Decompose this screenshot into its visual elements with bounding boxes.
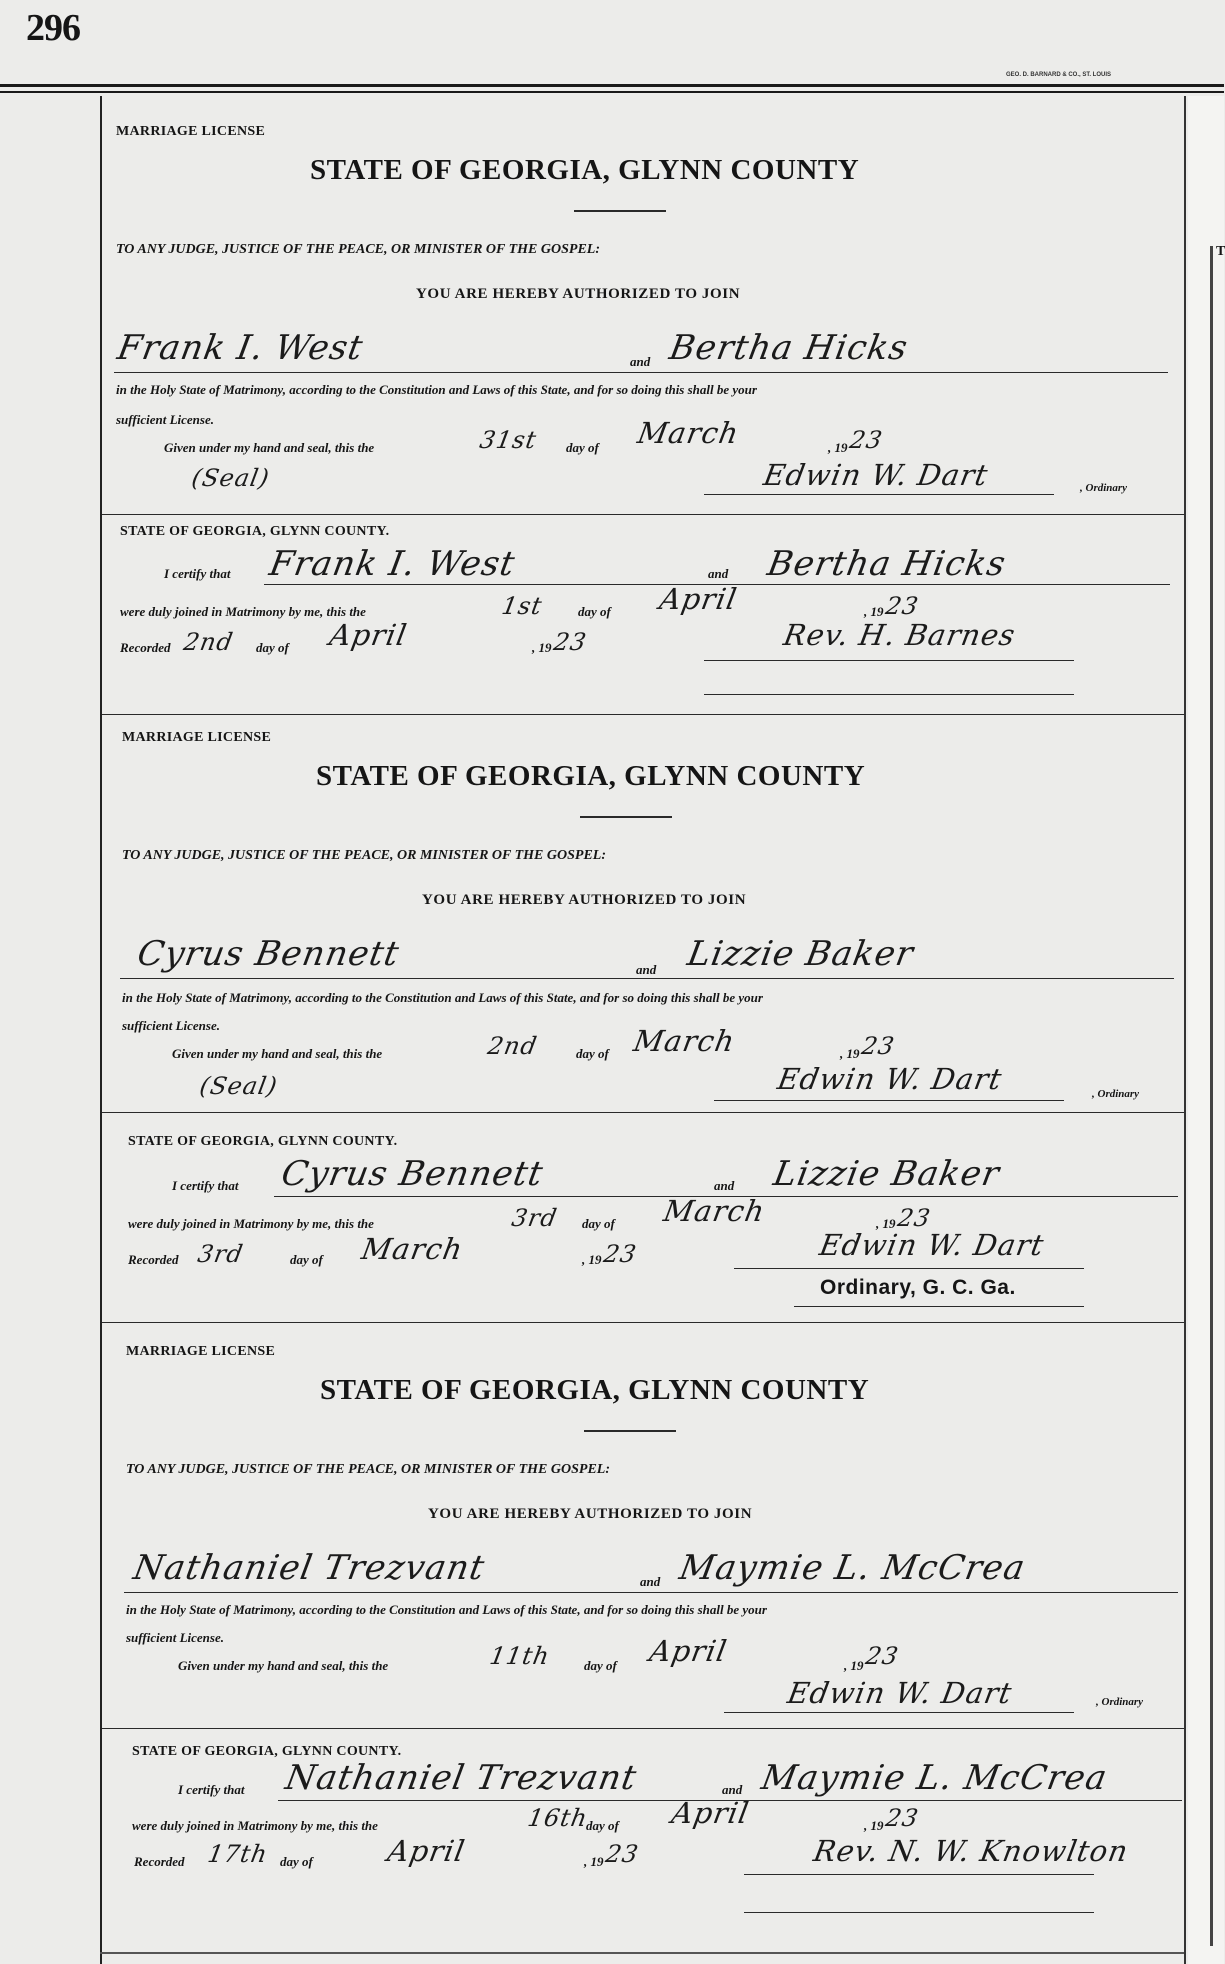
marriage-entry: MARRIAGE LICENSE STATE OF GEORGIA, GLYNN COUNTY TO ANY JUDGE, JUSTICE OF THE PEACE, OR MINISTER OF THE GOSPEL: YOU ARE HEREBY AUTHORIZED TO JOIN Nathaniel Trezvant and Maymie L. McCrea in the Holy State of Matrimony, according to the Constitution and Laws of this State, and for so doing this shall be your sufficient License. Given under my hand and seal, this the 11th day of April , 19 23 Edwin W. Dart , Ordinary STATE OF GEORGIA, GLYNN COUNTY. I certify that Nathaniel Trezvant and Maymie L. McCrea were duly joined in Matrimony by me, this the 16th day of April , 19 23 Recorded 17th day of April , 19 23 Rev. N. W. Knowlton	[104, 1340, 1184, 1950]
names-line	[120, 978, 1174, 979]
recorded-year: 23	[601, 1240, 640, 1268]
recorded-label: Recorded	[120, 640, 171, 655]
officiant-signature: Rev. N. W. Knowlton	[811, 1834, 1132, 1868]
certificate-heading: STATE OF GEORGIA, GLYNN COUNTY.	[120, 524, 390, 539]
certificate-bride: Bertha Hicks	[764, 544, 1010, 584]
duly-joined-text: were duly joined in Matrimony by me, this the	[132, 1818, 378, 1833]
married-month: April	[669, 1796, 752, 1830]
names-line	[114, 372, 1168, 373]
holy-state-text: in the Holy State of Matrimony, according to the Constitution and Laws of this State, and for so doing this shall be your	[122, 990, 763, 1005]
license-title: MARRIAGE LICENSE	[126, 1344, 276, 1359]
signature-line	[704, 494, 1054, 495]
certify-label: I certify that	[178, 1782, 245, 1797]
ordinary-signature: Edwin W. Dart	[785, 1676, 1015, 1710]
authorization-line: YOU ARE HEREBY AUTHORIZED TO JOIN	[428, 1506, 753, 1522]
holy-state-text: in the Holy State of Matrimony, according to the Constitution and Laws of this State, and for so doing this shall be your	[126, 1602, 767, 1617]
recorded-month: April	[327, 618, 410, 652]
certificate-heading: STATE OF GEORGIA, GLYNN COUNTY.	[128, 1134, 398, 1149]
officiant-line	[744, 1874, 1094, 1875]
license-month: April	[647, 1634, 730, 1668]
officiant-signature: Edwin W. Dart	[817, 1228, 1047, 1262]
license-year: 23	[863, 1642, 902, 1670]
certify-label: I certify that	[172, 1178, 239, 1193]
bride-name: Maymie L. McCrea	[676, 1548, 1029, 1588]
married-month: April	[657, 582, 740, 616]
certificate-groom: Cyrus Bennett	[278, 1154, 547, 1194]
holy-state-text: in the Holy State of Matrimony, according to the Constitution and Laws of this State, and for so doing this shall be your	[116, 382, 757, 397]
recorded-month: March	[359, 1232, 466, 1266]
adjacent-page-edge: T	[1188, 96, 1224, 1964]
top-rule-secondary	[0, 91, 1224, 93]
certificate-groom: Nathaniel Trezvant	[282, 1758, 640, 1798]
given-under-text: Given under my hand and seal, this the	[172, 1046, 383, 1061]
ordinary-label: , Ordinary	[1080, 482, 1128, 494]
and-label: and	[630, 354, 651, 369]
married-day: 3rd	[509, 1204, 560, 1232]
sufficient-text: sufficient License.	[126, 1630, 224, 1645]
certificate-heading: STATE OF GEORGIA, GLYNN COUNTY.	[132, 1744, 402, 1759]
address-line: TO ANY JUDGE, JUSTICE OF THE PEACE, OR MINISTER OF THE GOSPEL:	[126, 1462, 610, 1477]
sufficient-text: sufficient License.	[122, 1018, 220, 1033]
recorded-year: 23	[551, 628, 590, 656]
and-label: and	[636, 962, 657, 977]
given-under-text: Given under my hand and seal, this the	[178, 1658, 389, 1673]
recorded-label: Recorded	[134, 1854, 185, 1869]
recorded-label: Recorded	[128, 1252, 179, 1267]
recorded-year: 23	[603, 1840, 642, 1868]
ordinary-stamp: Ordinary, G. C. Ga.	[820, 1276, 1016, 1299]
license-title: MARRIAGE LICENSE	[116, 124, 266, 139]
publisher-imprint: GEO. D. BARNARD & CO., ST. LOUIS	[1006, 72, 1112, 78]
heading-rule	[574, 210, 666, 212]
marriage-entry: MARRIAGE LICENSE STATE OF GEORGIA, GLYNN COUNTY TO ANY JUDGE, JUSTICE OF THE PEACE, OR MINISTER OF THE GOSPEL: YOU ARE HEREBY AUTHORIZED TO JOIN Cyrus Bennett and Lizzie Baker in the Holy State of Matrimony, according to the Constitution and Laws of this State, and for so doing this shall be your sufficient License. Given under my hand and seal, this the 2nd day of March , 19 23 (Seal) Edwin W. Dart , Ordinary STATE OF GEORGIA, GLYNN COUNTY. I certify that Cyrus Bennett and Lizzie Baker were duly joined in Matrimony by me, this the 3rd day of March , 19 23 Recorded 3rd day of March , 19 23 Edwin W. Dart Ordinary, G. C. Ga.	[104, 728, 1184, 1338]
section-divider	[102, 514, 1184, 515]
top-rule	[0, 84, 1224, 87]
certify-label: I certify that	[164, 566, 231, 581]
license-title: MARRIAGE LICENSE	[122, 730, 272, 745]
married-year: 23	[883, 1804, 922, 1832]
right-margin-rule	[1184, 96, 1186, 1964]
and-label: and	[640, 1574, 661, 1589]
certificate-bride: Maymie L. McCrea	[758, 1758, 1111, 1798]
officiant-line	[734, 1268, 1084, 1269]
entry-divider	[102, 1322, 1184, 1323]
license-day: 31st	[477, 426, 539, 454]
duly-joined-text: were duly joined in Matrimony by me, this the	[120, 604, 366, 619]
given-under-text: Given under my hand and seal, this the	[164, 440, 375, 455]
signature-line	[714, 1100, 1064, 1101]
license-month: March	[631, 1024, 738, 1058]
married-month: March	[661, 1194, 768, 1228]
license-day: 11th	[487, 1642, 553, 1670]
groom-name: Nathaniel Trezvant	[130, 1548, 488, 1588]
ordinary-signature: Edwin W. Dart	[775, 1062, 1005, 1096]
ordinary-label: , Ordinary	[1096, 1696, 1144, 1708]
left-margin-rule	[100, 96, 102, 1964]
day-of-label: day of	[566, 440, 599, 455]
license-month: March	[635, 416, 742, 450]
groom-name: Frank I. West	[114, 328, 367, 368]
officiant-line	[704, 660, 1074, 661]
ordinary-label: , Ordinary	[1092, 1088, 1140, 1100]
recorded-day: 3rd	[195, 1240, 246, 1268]
groom-name: Cyrus Bennett	[134, 934, 403, 974]
license-year: 23	[847, 426, 886, 454]
bottom-rule	[100, 1952, 1184, 1954]
married-year: 23	[895, 1204, 934, 1232]
license-year: 23	[859, 1032, 898, 1060]
section-divider	[102, 1112, 1184, 1113]
certificate-groom: Frank I. West	[266, 544, 519, 584]
marriage-entry: MARRIAGE LICENSE STATE OF GEORGIA, GLYNN COUNTY TO ANY JUDGE, JUSTICE OF THE PEACE, OR MINISTER OF THE GOSPEL: YOU ARE HEREBY AUTHORIZED TO JOIN Frank I. West and Bertha Hicks in the Holy State of Matrimony, according to the Constitution and Laws of this State, and for so doing this shall be your sufficient License. Given under my hand and seal, this the 31st day of March , 19 23 (Seal) Edwin W. Dart , Ordinary STATE OF GEORGIA, GLYNN COUNTY. I certify that Frank I. West and Bertha Hicks were duly joined in Matrimony by me, this the 1st day of April , 19 23 Recorded 2nd day of April , 19 23 Rev. H. Barnes	[104, 120, 1184, 730]
license-heading: STATE OF GEORGIA, GLYNN COUNTY	[320, 1374, 870, 1406]
officiant-line-2	[704, 694, 1074, 695]
seal-mark: (Seal)	[189, 464, 272, 492]
license-day: 2nd	[485, 1032, 540, 1060]
heading-rule	[584, 1430, 676, 1432]
ordinary-signature: Edwin W. Dart	[761, 458, 991, 492]
sufficient-text: sufficient License.	[116, 412, 214, 427]
authorization-line: YOU ARE HEREBY AUTHORIZED TO JOIN	[422, 892, 747, 908]
bride-name: Lizzie Baker	[684, 934, 917, 974]
names-line	[124, 1592, 1178, 1593]
authorization-line: YOU ARE HEREBY AUTHORIZED TO JOIN	[416, 286, 741, 302]
address-line: TO ANY JUDGE, JUSTICE OF THE PEACE, OR MINISTER OF THE GOSPEL:	[116, 242, 600, 257]
married-year: 23	[883, 592, 922, 620]
officiant-line-2	[744, 1912, 1094, 1913]
day-of-label: day of	[584, 1658, 617, 1673]
address-line: TO ANY JUDGE, JUSTICE OF THE PEACE, OR MINISTER OF THE GOSPEL:	[122, 848, 606, 863]
recorded-day: 2nd	[181, 628, 236, 656]
married-day: 1st	[499, 592, 545, 620]
recorded-day: 17th	[205, 1840, 271, 1868]
seal-mark: (Seal)	[197, 1072, 280, 1100]
day-of-label: day of	[576, 1046, 609, 1061]
license-heading: STATE OF GEORGIA, GLYNN COUNTY	[316, 760, 866, 792]
officiant-signature: Rev. H. Barnes	[781, 618, 1019, 652]
recorded-month: April	[385, 1834, 468, 1868]
duly-joined-text: were duly joined in Matrimony by me, this the	[128, 1216, 374, 1231]
married-day: 16th	[525, 1804, 591, 1832]
heading-rule	[580, 816, 672, 818]
page-number: 296	[26, 7, 80, 49]
entry-divider	[102, 714, 1184, 715]
license-heading: STATE OF GEORGIA, GLYNN COUNTY	[310, 154, 860, 186]
certificate-bride: Lizzie Baker	[770, 1154, 1003, 1194]
signature-line	[724, 1712, 1074, 1713]
section-divider	[102, 1728, 1184, 1729]
officiant-line-2	[794, 1306, 1084, 1307]
bride-name: Bertha Hicks	[666, 328, 912, 368]
